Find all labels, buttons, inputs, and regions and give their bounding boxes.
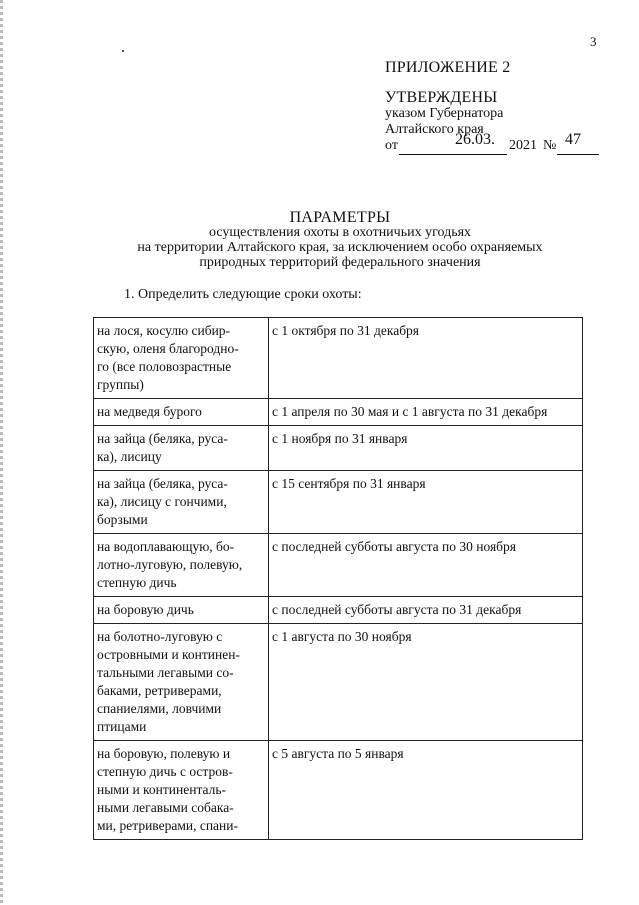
species-line: на медведя бурого: [97, 404, 202, 419]
species-line: спаниелями, ловчими: [97, 701, 222, 716]
number-value: 47: [565, 131, 581, 148]
year-value: 2021: [509, 138, 537, 153]
species-cell: [94, 624, 269, 741]
hunting-periods-table: [93, 317, 583, 840]
date-underline: [399, 154, 507, 155]
species-line: на зайца (беляка, руса-: [97, 431, 228, 446]
table-row: [94, 624, 583, 741]
species-line: группы): [97, 377, 144, 392]
period-cell: с 15 сентября по 31 января: [269, 471, 583, 534]
species-line: баками, ретриверами,: [97, 683, 222, 698]
approved-label: УТВЕРЖДЕНЫ: [385, 89, 498, 106]
number-underline: [557, 154, 599, 155]
region-line: Алтайского края: [385, 122, 484, 137]
species-line: на водоплавающую, бо-: [97, 539, 235, 554]
species-cell: [94, 426, 269, 471]
period-cell: с 1 ноября по 31 января: [269, 426, 583, 471]
title-main: ПАРАМЕТРЫ: [289, 209, 391, 226]
species-line: на лося, косулю сибир-: [97, 323, 231, 338]
intro-paragraph: 1. Определить следующие сроки охоты:: [124, 287, 362, 302]
period-cell: с последней субботы августа по 31 декабря: [269, 597, 583, 624]
species-cell: [94, 471, 269, 534]
table-row: [94, 399, 583, 426]
species-line: лотно-луговую, полевую,: [97, 557, 243, 572]
species-cell: [94, 741, 269, 840]
species-line: тальными легавыми со-: [97, 665, 234, 680]
table-body: [94, 318, 583, 840]
species-line: степную дичь с остров-: [97, 764, 233, 779]
date-number-line: [385, 131, 625, 156]
period-cell: с 5 августа по 5 января: [269, 741, 583, 840]
table-row: [94, 426, 583, 471]
title-line-3: природных территорий федерального значения: [199, 255, 481, 270]
period-cell: с 1 августа по 30 ноября: [269, 624, 583, 741]
period-cell: с 1 апреля по 30 мая и с 1 августа по 31 декабря: [269, 399, 583, 426]
species-line: ка), лисицу: [97, 449, 162, 464]
species-line: скую, оленя благородно-: [97, 341, 239, 356]
species-line: на боровую, полевую и: [97, 746, 231, 761]
date-value: 26.03.: [455, 131, 495, 148]
species-line: на зайца (беляка, руса-: [97, 476, 228, 491]
species-line: го (все половозрастные: [97, 359, 232, 374]
document-title: [100, 210, 580, 270]
species-cell: [94, 534, 269, 597]
species-line: ными легавыми собака-: [97, 800, 234, 815]
table-row: [94, 741, 583, 840]
approval-header: [385, 60, 625, 156]
scan-edge-artifact: [0, 0, 3, 905]
species-cell: [94, 318, 269, 399]
number-sign: №: [543, 138, 557, 153]
decree-line: указом Губернатора: [385, 106, 504, 121]
period-cell: с последней субботы августа по 30 ноября: [269, 534, 583, 597]
date-prefix: от: [385, 138, 398, 153]
table-row: [94, 534, 583, 597]
title-line-1: осуществления охоты в охотничьих угодьях: [208, 225, 472, 240]
species-cell: [94, 399, 269, 426]
species-line: птицами: [97, 719, 147, 734]
scan-dot-artifact: [122, 50, 124, 52]
species-line: на боровую дичь: [97, 602, 194, 617]
species-line: на болотно-луговую с: [97, 629, 223, 644]
table-row: [94, 471, 583, 534]
table-row: [94, 597, 583, 624]
page-number: 3: [590, 34, 597, 49]
table-row: [94, 318, 583, 399]
title-line-2: на территории Алтайского края, за исключением особо охраняемых: [137, 240, 543, 255]
species-line: ными и континенталь-: [97, 782, 227, 797]
species-cell: [94, 597, 269, 624]
species-line: ка), лисицу с гончими,: [97, 494, 227, 509]
species-line: борзыми: [97, 512, 148, 527]
period-cell: с 1 октября по 31 декабря: [269, 318, 583, 399]
species-line: ми, ретриверами, спани-: [97, 818, 238, 833]
appendix-label: ПРИЛОЖЕНИЕ 2: [385, 59, 511, 76]
species-line: степную дичь: [97, 575, 177, 590]
species-line: островными и континен-: [97, 647, 240, 662]
